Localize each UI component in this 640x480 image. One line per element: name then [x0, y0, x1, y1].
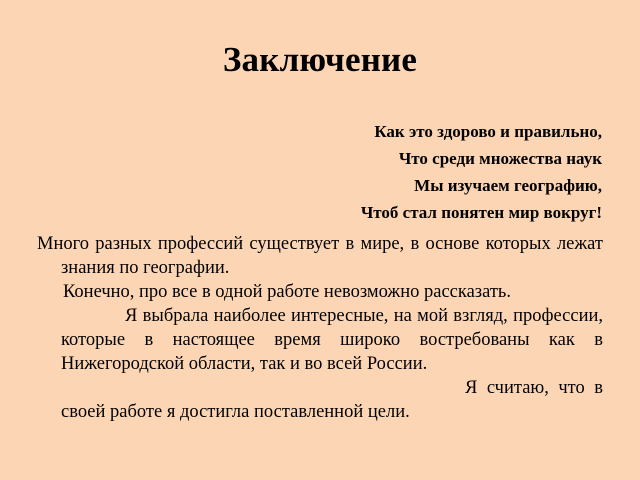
poem-line: Чтоб стал понятен мир вокруг!	[360, 203, 602, 222]
paragraph: Много разных профессий существует в мире, в основе которых лежат знания по географии.	[37, 234, 603, 278]
poem-line: Что среди множества наук	[398, 149, 602, 168]
slide-title: Заключение	[222, 40, 418, 79]
paragraph: Я выбрала наиболее интересные, на мой взгляд, профессии, которые в настоящее время широко востребованы как в Нижегородской области, так и во всей России.	[61, 306, 603, 374]
poem-block	[361, 118, 602, 226]
paragraph: Конечно, про все в одной работе невозможно рассказать.	[63, 282, 511, 302]
poem-line: Мы изучаем географию,	[414, 176, 602, 195]
poem-line: Как это здорово и правильно,	[374, 122, 602, 141]
paragraph: Я считаю, что в своей работе я достигла поставленной цели.	[61, 378, 603, 422]
conclusion-text	[37, 232, 603, 424]
